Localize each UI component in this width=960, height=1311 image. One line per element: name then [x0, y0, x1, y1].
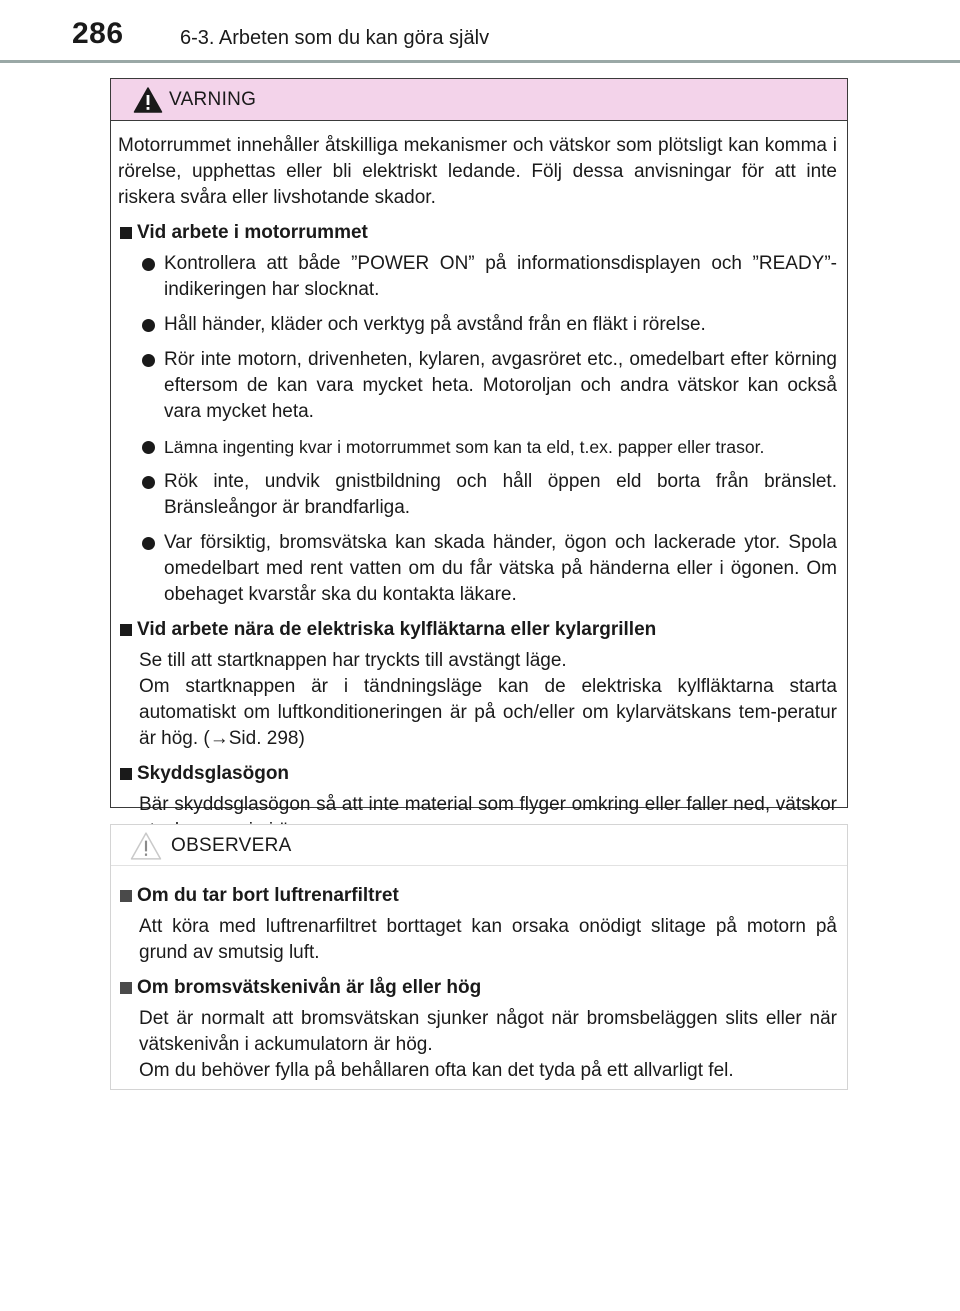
circle-bullet-icon	[142, 319, 155, 332]
page-header	[0, 0, 960, 62]
caution-box	[110, 824, 848, 1090]
caution-body	[111, 866, 847, 1084]
square-bullet-icon	[120, 624, 132, 636]
square-bullet-icon	[120, 982, 132, 994]
header-rule	[0, 60, 960, 63]
circle-bullet-icon	[142, 441, 155, 454]
warning-title: VARNING	[169, 89, 257, 110]
circle-bullet-icon	[142, 354, 155, 367]
warning-header	[111, 79, 847, 121]
list-item: Var försiktig, bromsvätska kan skada händer, ögon och lackerade ytor. Spola omedelbart med rent vatten om du får vätska på händerna eller i ögonen. Om obehaget kvarstår ska du kontakta läkare.	[118, 530, 837, 608]
square-bullet-icon	[120, 890, 132, 902]
section-title: 6-3. Arbeten som du kan göra själv	[180, 27, 490, 49]
square-bullet-icon	[120, 768, 132, 780]
section-text: Det är normalt att bromsvätskan sjunker något när bromsbeläggen slits eller när vätskenivån i ackumulatorn är hög. Om du behöver fylla på behållaren ofta kan det tyda på ett allvarligt fel.	[139, 1008, 837, 1081]
caution-header	[111, 825, 847, 866]
list-item: Kontrollera att både ”POWER ON” på informationsdisplayen och ”READY”-indikeringen har slocknat.	[118, 251, 837, 303]
warning-body	[111, 121, 847, 844]
square-bullet-icon	[120, 227, 132, 239]
list-item: Håll händer, kläder och verktyg på avstånd från en fläkt i rörelse.	[118, 312, 837, 338]
bullet-list	[118, 251, 837, 608]
section-heading: Om bromsvätskenivån är låg eller hög	[118, 975, 837, 1001]
section-text: Att köra med luftrenarfiltret borttaget kan orsaka onödigt slitage på motorn på grund av smutsig luft.	[139, 916, 837, 963]
circle-bullet-icon	[142, 537, 155, 550]
section-heading: Vid arbete nära de elektriska kylfläktarna eller kylargrillen	[118, 617, 837, 643]
caution-triangle-icon	[129, 831, 163, 861]
circle-bullet-icon	[142, 258, 155, 271]
warning-triangle-icon	[133, 86, 163, 114]
section-text: Se till att startknappen har tryckts till avstängt läge. Om startknappen är i tändningsläge kan de elektriska kylfläktarna starta automatiskt om luftkonditioneringen är på och/eller om kylarvätskans tem-peratur är hög. (→Sid. 298)	[139, 650, 837, 749]
circle-bullet-icon	[142, 476, 155, 489]
list-item: Lämna ingenting kvar i motorrummet som kan ta eld, t.ex. papper eller trasor.	[118, 434, 837, 460]
warning-box	[110, 78, 848, 815]
section-heading: Skyddsglasögon	[118, 761, 837, 787]
section-heading: Om du tar bort luftrenarfiltret	[118, 883, 837, 909]
caution-title: OBSERVERA	[171, 835, 292, 856]
list-item: Rök inte, undvik gnistbildning och håll öppen eld borta från bränslet. Bränsleångor är brandfarliga.	[118, 469, 837, 521]
warning-intro: Motorrummet innehåller åtskilliga mekanismer och vätskor som plötsligt kan komma i rörelse, upphettas eller bli elektriskt ledande. Följ dessa anvisningar för att inte riskera svåra eller livshotande skador.	[118, 135, 837, 208]
page-number: 286	[72, 17, 124, 50]
list-item: Rör inte motorn, drivenheten, kylaren, avgasröret etc., omedelbart efter körning eftersom de kan vara mycket heta. Motoroljan och andra vätskor kan också vara mycket heta.	[118, 347, 837, 425]
section-heading: Vid arbete i motorrummet	[118, 220, 837, 246]
section-text: Bär skyddsglasögon så att inte material som flyger omkring eller faller ned, vätskor	[139, 794, 837, 815]
